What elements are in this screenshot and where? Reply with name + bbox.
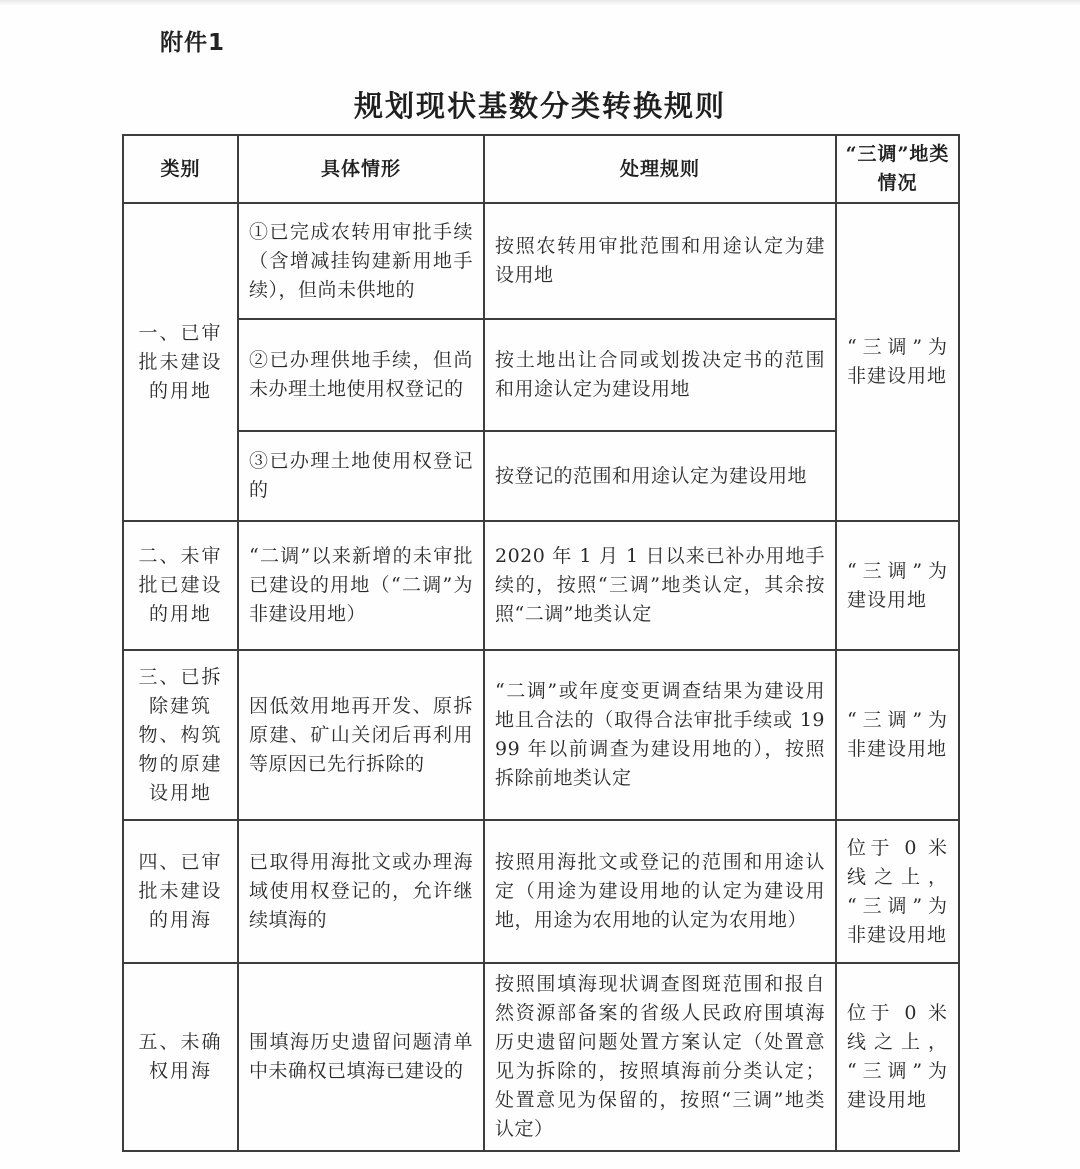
rule-cell: “二调”或年度变更调查结果为建设用地且合法的（取得合法审批手续或 1999 年以前调查为建设用地的），按照拆除前地类认定 [484,650,836,820]
table-row [123,963,959,1151]
rule-cell: 按照农转用审批范围和用途认定为建设用地 [484,203,836,319]
rule-cell: 按照用海批文或登记的范围和用途认定（用途为建设用地的认定为建设用地，用途为农用地的认定为农用地） [484,820,836,963]
situation-cell: ②已办理供地手续，但尚未办理土地使用权登记的 [238,319,484,431]
category-cell: 一、已审批未建设的用地 [123,203,238,521]
table-row [123,820,959,963]
situation-cell: 已取得用海批文或办理海域使用权登记的，允许继续填海的 [238,820,484,963]
header-category: 类别 [123,135,238,203]
category-cell: 五、未确权用海 [123,963,238,1151]
situation-cell: ③已办理土地使用权登记的 [238,431,484,521]
rule-cell: 2020 年 1 月 1 日以来已补办用地手续的，按照“三调”地类认定，其余按照“二调”地类认定 [484,521,836,650]
page-title: 规划现状基数分类转换规则 [353,89,726,123]
survey-cell: “三调”为非建设用地 [836,650,959,820]
situation-cell: 因低效用地再开发、原拆原建、矿山关闭后再利用等原因已先行拆除的 [238,650,484,820]
situation-cell: “二调”以来新增的未审批已建设的用地（“二调”为非建设用地） [238,521,484,650]
rule-cell: 按照围填海现状调查图斑范围和报自然资源部备案的省级人民政府围填海历史遗留问题处置方案认定（处置意见为拆除的，按照填海前分类认定；处置意见为保留的，按照“三调”地类认定） [484,963,836,1151]
table-header-row [123,135,959,203]
category-cell: 三、已拆除建筑物、构筑物的原建设用地 [123,650,238,820]
rule-cell: 按登记的范围和用途认定为建设用地 [484,431,836,521]
attachment-label: 附件1 [160,30,226,56]
rule-cell: 按土地出让合同或划拨决定书的范围和用途认定为建设用地 [484,319,836,431]
category-cell: 二、未审批已建设的用地 [123,521,238,650]
survey-cell: “三调”为建设用地 [836,521,959,650]
table-row [123,431,959,521]
situation-cell: ①已完成农转用审批手续（含增减挂钩建新用地手续），但尚未供地的 [238,203,484,319]
table-row [123,650,959,820]
rules-table [122,134,960,1152]
category-cell: 四、已审批未建设的用海 [123,820,238,963]
header-rule: 处理规则 [484,135,836,203]
survey-cell: “三调”为非建设用地 [836,203,959,521]
survey-cell: 位于 0 米线之上，“三调”为建设用地 [836,963,959,1151]
survey-cell: 位于 0 米线之上，“三调”为非建设用地 [836,820,959,963]
table-row [123,521,959,650]
header-situation: 具体情形 [238,135,484,203]
table-row [123,203,959,319]
table-row [123,319,959,431]
header-survey: “三调”地类情况 [836,135,959,203]
situation-cell: 围填海历史遗留问题清单中未确权已填海已建设的 [238,963,484,1151]
